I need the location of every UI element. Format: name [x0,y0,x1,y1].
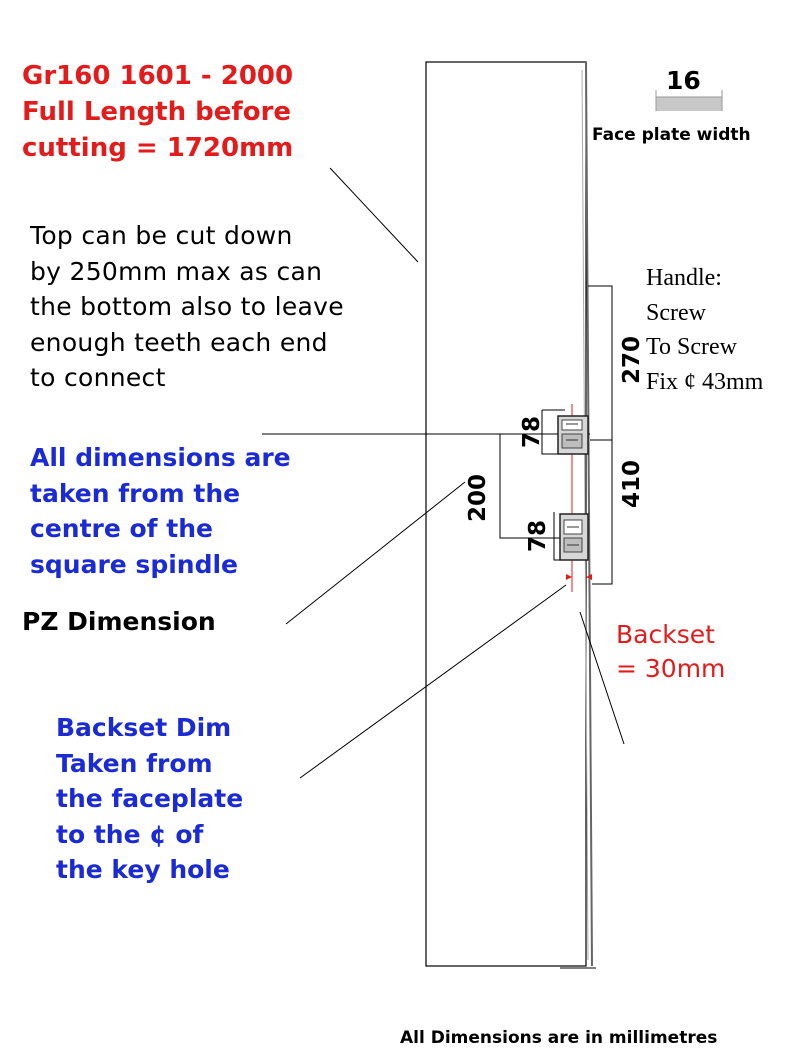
dimension-410: 410 [619,460,645,509]
title-line-2: Full Length before [22,97,292,127]
title-line-1: Gr160 1601 - 2000 [22,61,294,91]
spindle-note-line-2: taken from the [30,478,241,508]
backset-note-line-2: Taken from [56,748,213,778]
backset-note-line-1: Backset Dim [56,713,232,742]
cut-note-line-2: by 250mm max as can [30,256,323,286]
lock-case-top [558,416,588,454]
title-line-3: cutting = 1720mm [22,133,294,163]
spindle-note-line-4: square spindle [30,549,238,579]
backset-dim-leader [300,585,566,778]
cut-note-line-5: to connect [30,363,166,392]
handle-dimension-bracket [588,286,612,584]
cut-note [30,218,344,396]
cut-note-line-3: the bottom also to leave [30,292,344,321]
backset-note [56,710,243,888]
handle-note-line-2: Screw [646,299,706,326]
handle-note-line-3: To Screw [646,334,737,360]
dimension-78-top: 78 [519,416,545,449]
cut-note-line-4: enough teeth each end [30,327,328,357]
title-block [22,58,293,166]
dimension-200: 200 [465,474,491,523]
pz-leader [286,482,465,624]
backset-note-line-4: to the ¢ of [56,819,204,849]
lock-case-bottom [560,514,588,560]
backset-note-line-5: the key hole [56,855,230,884]
spindle-note-line-3: centre of the [30,514,213,543]
backset-label-line-1: Backset [616,620,715,649]
backset-label [616,618,725,686]
cut-note-line-1: Top can be cut down [30,221,293,250]
pz-dimension-label: PZ Dimension [22,607,216,636]
spindle-note-line-1: All dimensions are [30,443,291,472]
faceplate-width-swatch [656,97,722,111]
handle-note-line-1: Handle: [646,265,722,291]
backset-note-line-3: the faceplate [56,784,244,813]
handle-note-line-4: Fix ¢ 43mm [646,368,764,395]
dimension-78-bottom: 78 [525,520,551,553]
spindle-note [30,440,291,582]
dimension-270: 270 [619,336,645,385]
faceplate-width-value: 16 [666,66,701,95]
faceplate-width-label: Face plate width [592,125,751,145]
backset-label-line-2: = 30mm [616,654,726,683]
handle-note [646,261,763,399]
units-footnote: All Dimensions are in millimetres [400,1028,718,1048]
